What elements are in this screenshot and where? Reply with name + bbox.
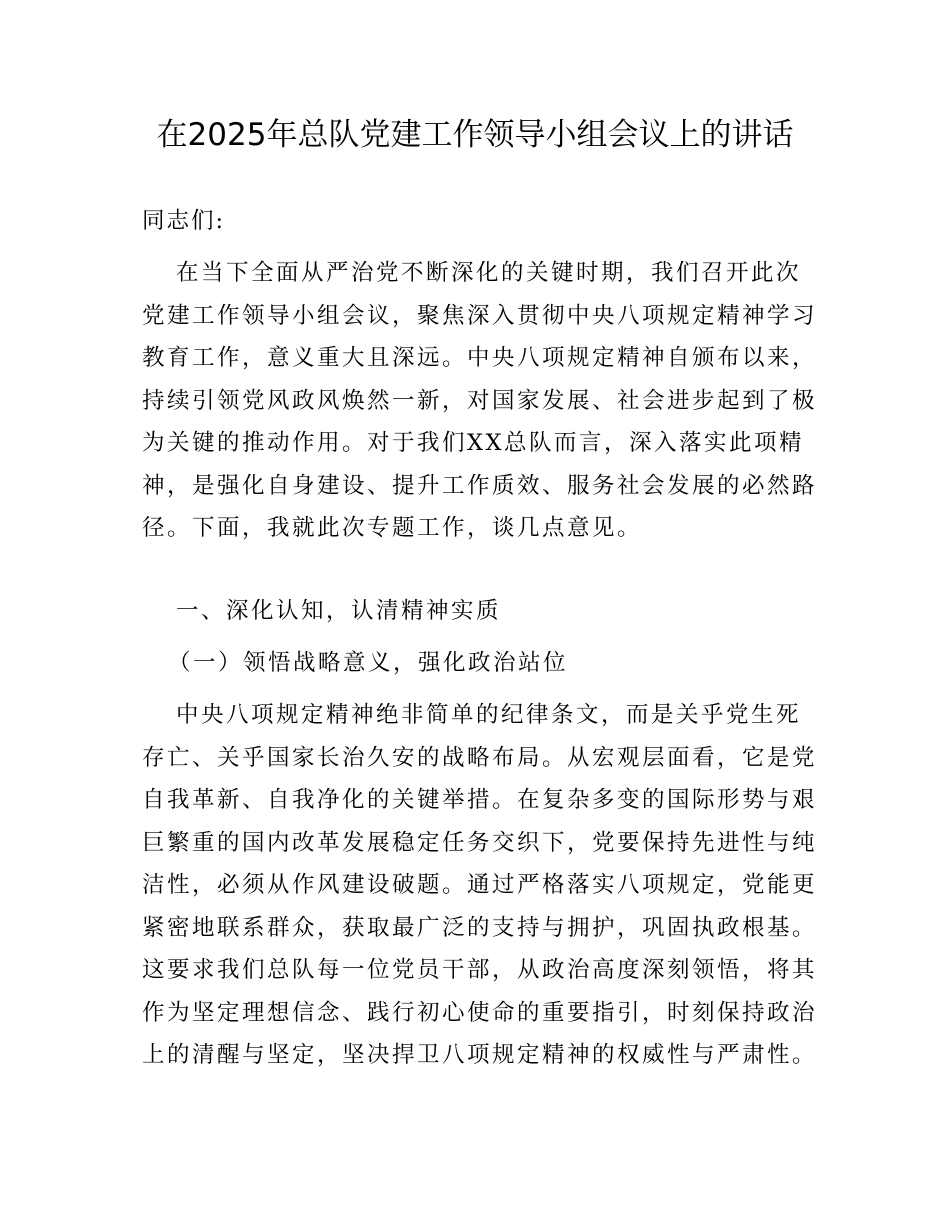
- paragraph-line: 为关键的推动作用。对于我们XX总队而言，深入落实此项精: [142, 430, 805, 456]
- paragraph-line: 巨繁重的国内改革发展稳定任务交织下，党要保持先进性与纯: [142, 829, 818, 856]
- paragraph-line: 持续引领党风政风焕然一新，对国家发展、社会进步起到了极: [142, 387, 818, 414]
- paragraph-line: 这要求我们总队每一位党员干部，从政治高度深刻领悟，将其: [142, 957, 818, 983]
- paragraph-line: 中央八项规定精神绝非简单的纪律条文，而是关乎党生死: [176, 702, 802, 728]
- salutation: 同志们:: [142, 208, 226, 234]
- paragraph-line: 神，是强化自身建设、提升工作质效、服务社会发展的必然路: [142, 472, 818, 499]
- paragraph-line: 存亡、关乎国家长治久安的战略布局。从宏观层面看，它是党: [142, 744, 818, 771]
- paragraph-line: 党建工作领导小组会议，聚焦深入贯彻中央八项规定精神学习: [142, 302, 818, 329]
- paragraph-line: 教育工作，意义重大且深远。中央八项规定精神自颁布以来，: [142, 345, 818, 371]
- paragraph-line: 洁性，必须从作风建设破题。通过严格落实八项规定，党能更: [142, 872, 818, 898]
- section-heading-text: 一、深化认知，认清精神实质: [176, 598, 502, 624]
- subsection-heading: [142, 642, 822, 685]
- paragraph-line: 紧密地联系群众，获取最广泛的支持与拥护，巩固执政根基。: [142, 914, 818, 941]
- intro-paragraph: [142, 252, 822, 550]
- body-paragraph: [142, 694, 822, 1077]
- section-heading: [142, 590, 822, 633]
- document-title: 在2025年总队党建工作领导小组会议上的讲话: [156, 117, 794, 153]
- subsection-heading-text: （一）领悟战略意义，强化政治站位: [168, 650, 569, 676]
- paragraph-line: 作为坚定理想信念、践行初心使命的重要指引，时刻保持政治: [142, 999, 818, 1026]
- paragraph-line: 上的清醒与坚定，坚决捍卫八项规定精神的权威性与严肃性。: [142, 1042, 818, 1068]
- paragraph-line: 自我革新、自我净化的关键举措。在复杂多变的国际形势与艰: [142, 787, 818, 813]
- paragraph-line: 径。下面，我就此次专题工作，谈几点意见。: [142, 515, 643, 541]
- paragraph-line: 在当下全面从严治党不断深化的关键时期，我们召开此次: [176, 260, 802, 286]
